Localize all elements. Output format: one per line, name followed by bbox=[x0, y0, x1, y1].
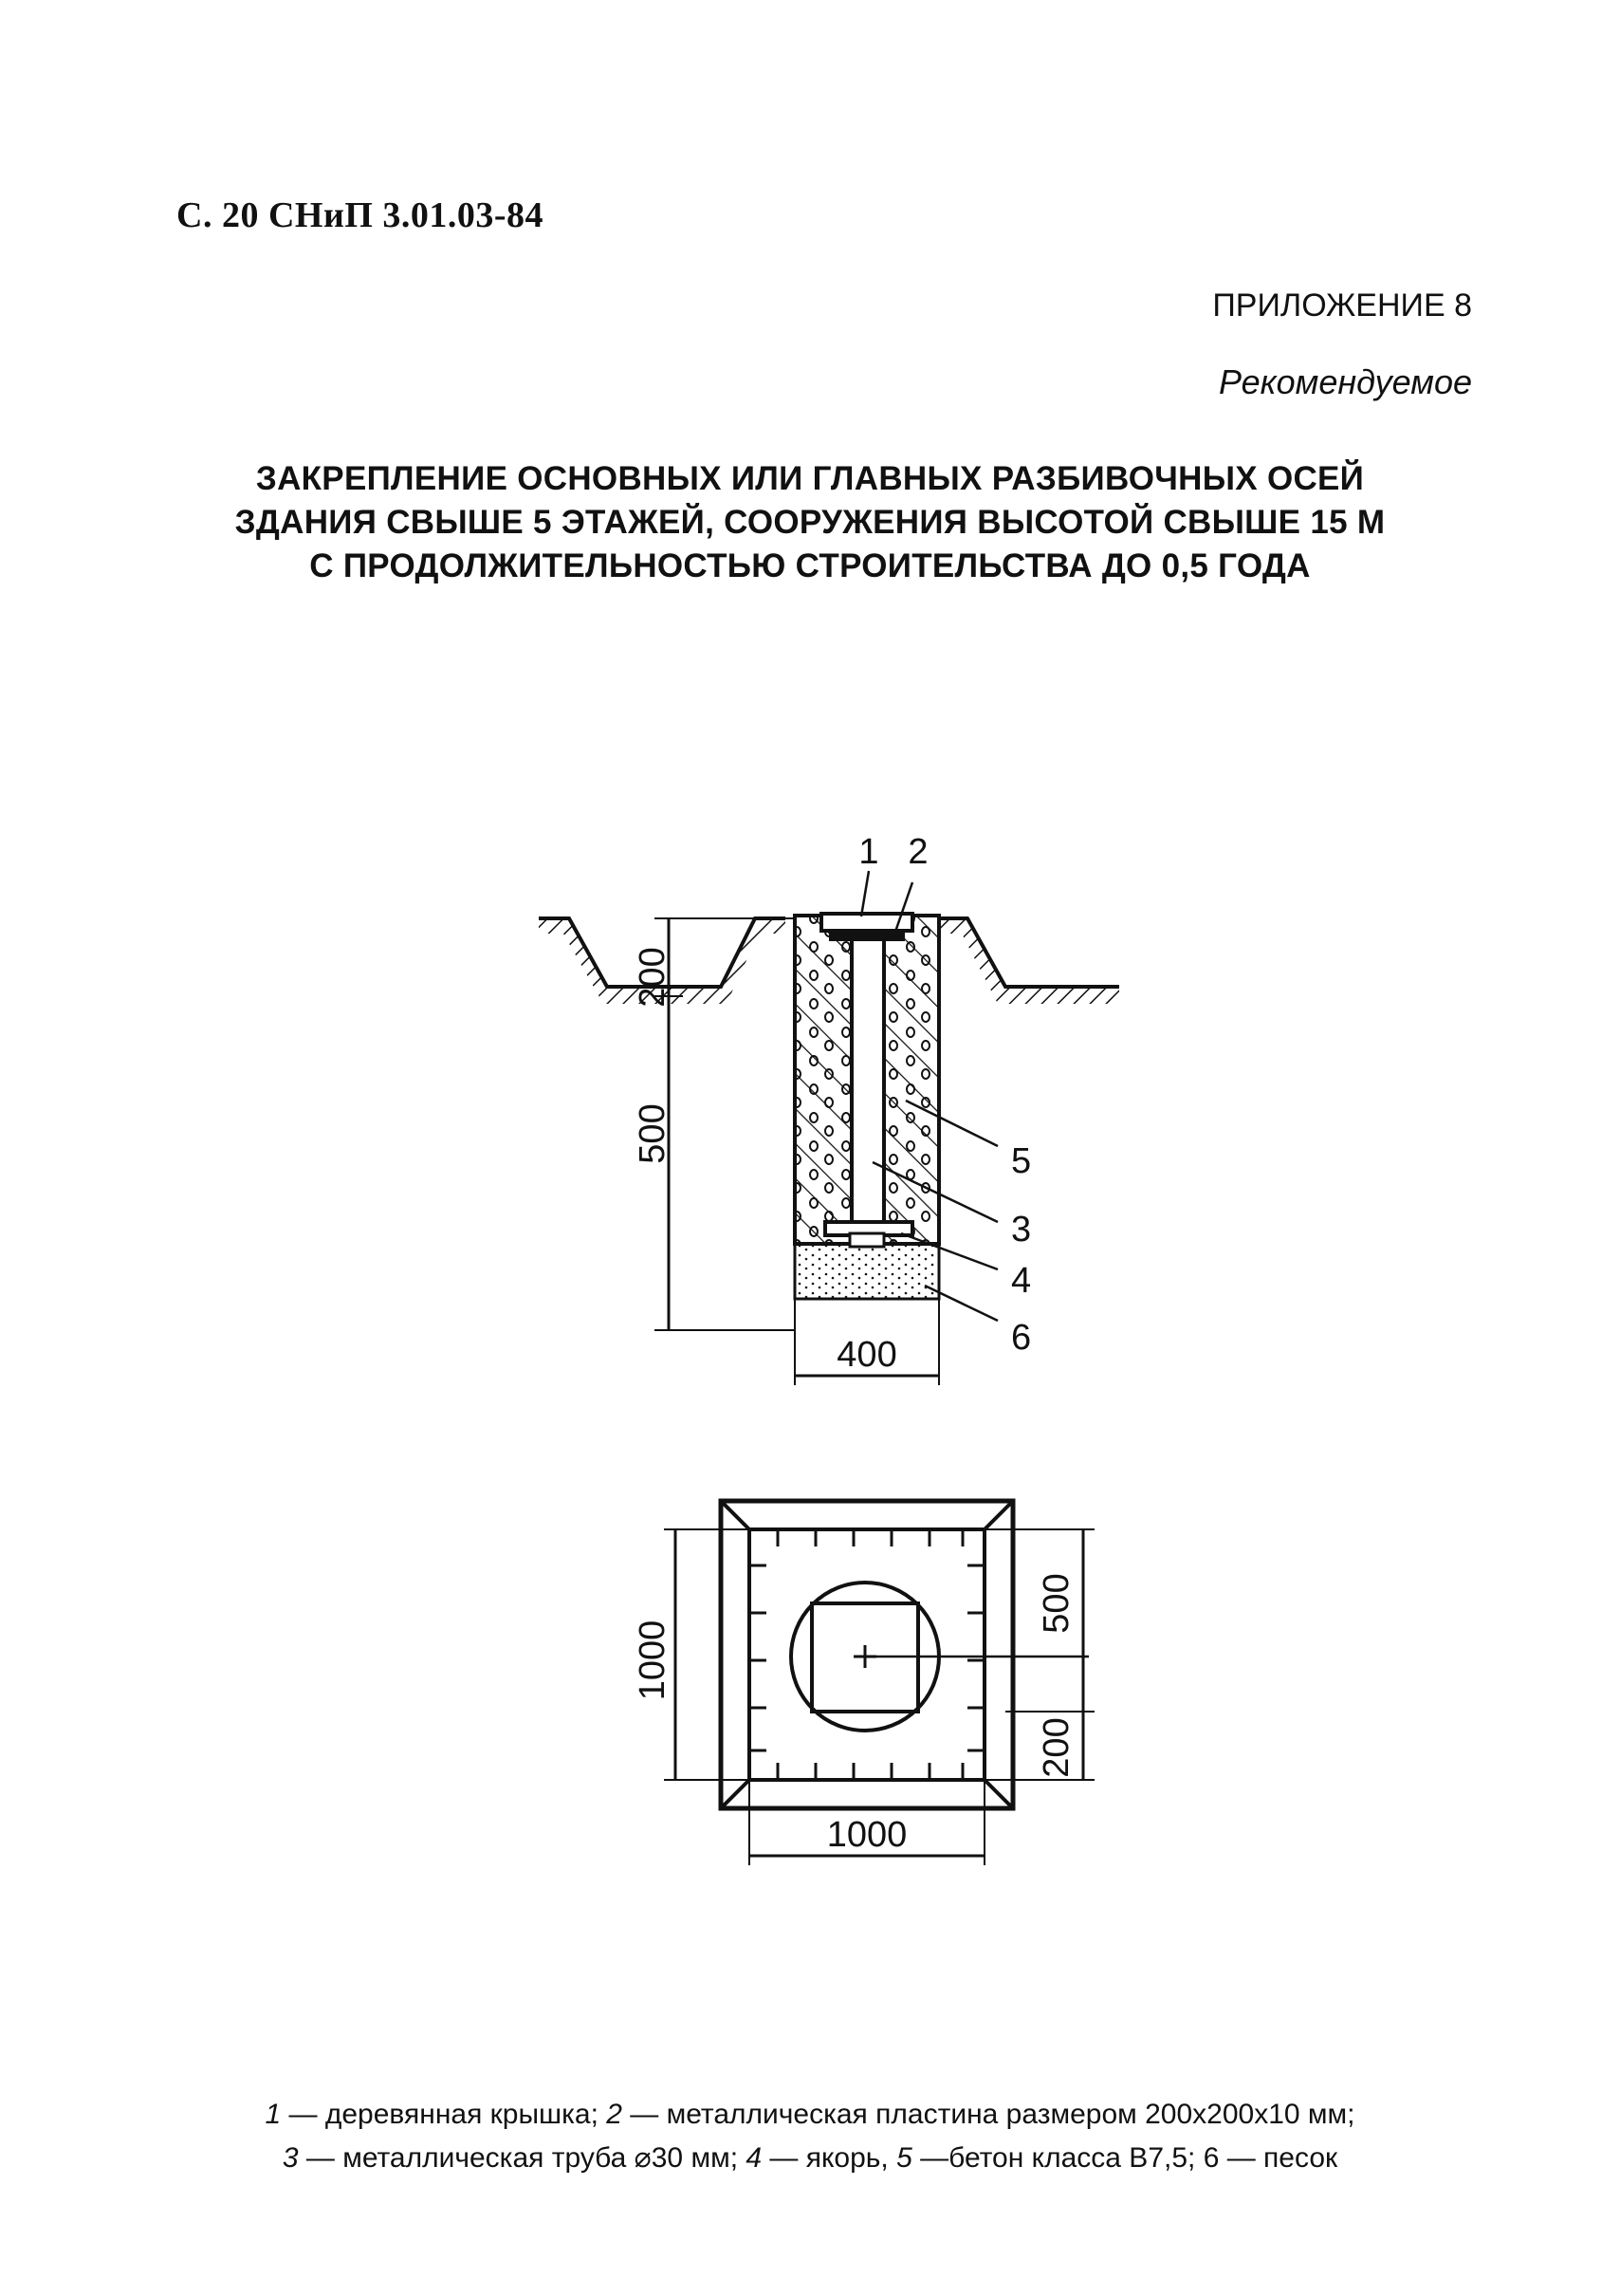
callout-4: 4 bbox=[1011, 1261, 1032, 1301]
plan-dim-height: 1000 bbox=[633, 1620, 672, 1701]
metal-pipe bbox=[852, 939, 884, 1224]
callout-2: 2 bbox=[908, 832, 929, 872]
legend-line: 3 — металлическая труба ⌀30 мм; 4 — якорь, 5 —бетон класса В7,5; 6 — песок bbox=[282, 2142, 1338, 2174]
plan-outer-frame bbox=[721, 1501, 1013, 1808]
dim-label-top: 200 bbox=[633, 947, 672, 1008]
ground-hatch bbox=[939, 918, 1119, 1004]
appendix-status: Рекомендуемое bbox=[1219, 362, 1472, 401]
dim-label-width: 400 bbox=[837, 1335, 897, 1375]
callout-1: 1 bbox=[858, 832, 879, 872]
plan-view bbox=[633, 1501, 1095, 1865]
figure-legend bbox=[0, 2093, 1620, 2180]
plan-dim-right-upper: 500 bbox=[1037, 1573, 1077, 1634]
appendix-label: ПРИЛОЖЕНИЕ 8 bbox=[1212, 287, 1472, 324]
plan-hatch-ticks bbox=[749, 1529, 985, 1780]
title-line: ЗАКРЕПЛЕНИЕ ОСНОВНЫХ ИЛИ ГЛАВНЫХ РАЗБИВОЧНЫХ ОСЕЙ bbox=[255, 460, 1365, 497]
legend-line: 1 — деревянная крышка; 2 — металлическая пластина размером 200х200х10 мм; bbox=[265, 2099, 1355, 2130]
callout-6: 6 bbox=[1011, 1318, 1032, 1358]
title-line: С ПРОДОЛЖИТЕЛЬНОСТЬЮ СТРОИТЕЛЬСТВА ДО 0,5 ГОДА bbox=[309, 547, 1311, 584]
callout-5: 5 bbox=[1011, 1141, 1032, 1181]
callout-3: 3 bbox=[1011, 1210, 1032, 1250]
section-view bbox=[539, 832, 1119, 1385]
page-header: С. 20 СНиП 3.01.03-84 bbox=[176, 195, 544, 235]
sand-layer bbox=[795, 1244, 939, 1299]
plan-dim-right-lower: 200 bbox=[1037, 1717, 1077, 1778]
title-line: ЗДАНИЯ СВЫШЕ 5 ЭТАЖЕЙ, СООРУЖЕНИЯ ВЫСОТОЙ СВЫШЕ 15 М bbox=[234, 504, 1386, 541]
plan-dim-width: 1000 bbox=[826, 1815, 908, 1855]
plan-inner-frame bbox=[749, 1529, 985, 1780]
metal-plate bbox=[829, 932, 905, 941]
dim-label-depth: 500 bbox=[633, 1103, 672, 1164]
